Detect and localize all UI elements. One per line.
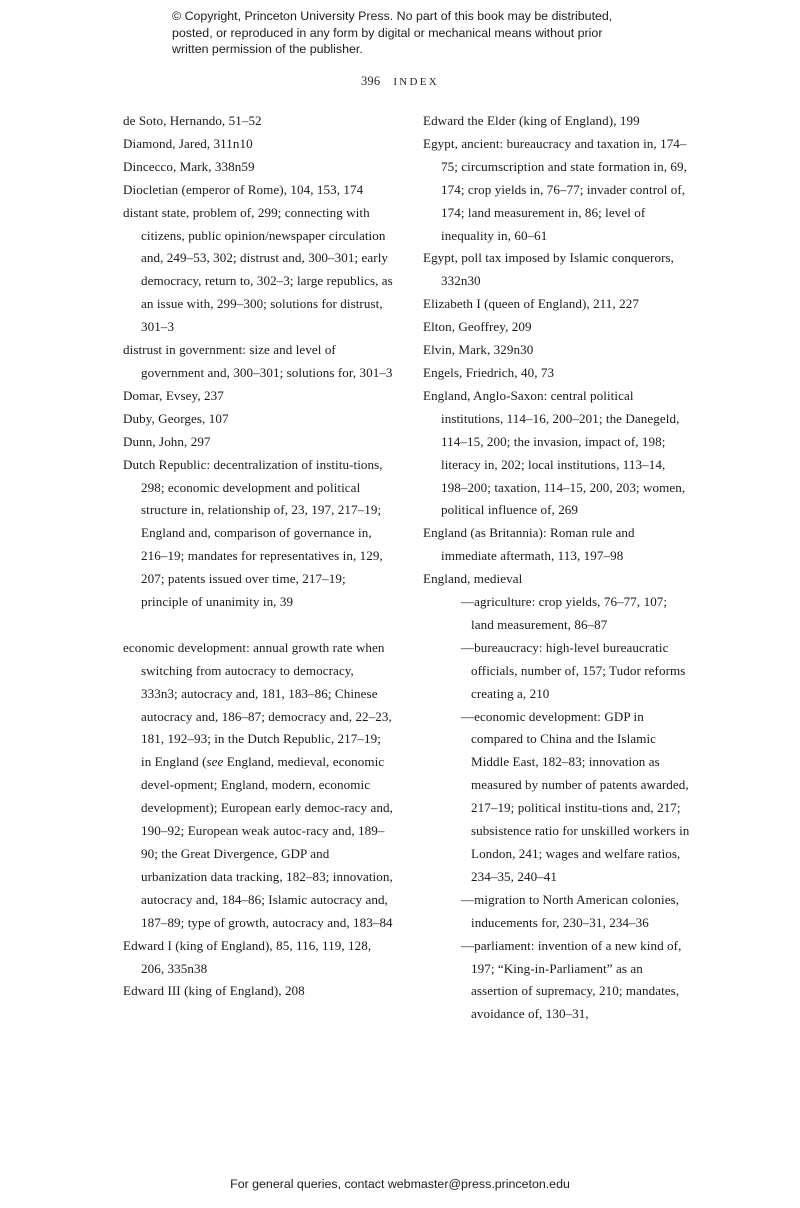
running-head <box>0 74 800 89</box>
index-entry: Diamond, Jared, 311n10 <box>123 135 253 151</box>
index-entry: Dincecco, Mark, 338n59 <box>123 158 255 174</box>
index-entry: Elvin, Mark, 329n30 <box>423 342 534 358</box>
index-group-gap <box>123 614 393 637</box>
index-entry: Egypt, ancient: bureaucracy and taxation in, 174–75; circumscription and state formation in, 69, 174; crop yields in, 76–77; invader control of, 174; land measurement in, 86; level of inequality in, 60–61 <box>423 135 687 243</box>
index-columns <box>0 110 800 1120</box>
index-entry: Edward III (king of England), 208 <box>123 983 305 999</box>
index-entry: England, Anglo-Saxon: central political institutions, 114–16, 200–201; the Danegeld, 114–15, 200; the invasion, impact of, 198; literacy in, 202; local institutions, 113–14, 198–200; taxation, 114–15, 200, 203; women, political influence of, 269 <box>423 387 686 518</box>
index-subentry: —agriculture: crop yields, 76–77, 107; land measurement, 86–87 <box>461 594 668 632</box>
index-entry: Diocletian (emperor of Rome), 104, 153, 174 <box>123 181 364 197</box>
index-entry: de Soto, Hernando, 51–52 <box>123 113 262 128</box>
index-subentry: —parliament: invention of a new kind of, 197; “King-in-Parliament” as an assertion of supremacy, 210; mandates, avoidance of, 130–31, <box>461 937 682 1022</box>
index-entry: Engels, Friedrich, 40, 73 <box>423 364 555 380</box>
index-entry: distrust in government: size and level of government and, 300–301; solutions for, 301–3 <box>123 342 393 380</box>
index-subentry: —economic development: GDP in compared to China and the Islamic Middle East, 182–83; innovation as measured by number of patents awarded, 217–19; political institu-tions and, 217; subsistence ratio for unskilled workers in London, 241; wages and welfare ratios, 234–35, 240–41 <box>461 708 690 884</box>
index-entry: Dutch Republic: decentralization of institu-tions, 298; economic development and political structure in, relationship of, 23, 197, 217–19; England and, comparison of governance in, 216–19; mandates for representatives in, 129, 207; patents issued over time, 217–19; principle of unanimity in, 39 <box>123 456 383 610</box>
index-entry: England, medieval <box>423 571 523 587</box>
index-column-left <box>123 110 393 1003</box>
copyright-notice: © Copyright, Princeton University Press. No part of this book may be distributed, posted, or reproduced in any form by digital or mechanical means without prior written permission of the publisher. <box>172 9 613 57</box>
index-entry: Elizabeth I (queen of England), 211, 227 <box>423 296 639 312</box>
index-entry: Duby, Georges, 107 <box>123 410 229 426</box>
index-entry: Edward I (king of England), 85, 116, 119, 128, 206, 335n38 <box>123 937 372 976</box>
running-head-label: INDEX <box>393 76 440 88</box>
index-entry: distant state, problem of, 299; connecting with citizens, public opinion/newspaper circulation and, 249–53, 302; distrust and, 300–301; early democracy, return to, 302–3; large republics, as an issue with, 299–300; solutions for distrust, 301–3 <box>123 204 393 335</box>
index-subentry: —migration to North American colonies, inducements for, 230–31, 234–36 <box>461 891 680 930</box>
page-footer: For general queries, contact webmaster@press.princeton.edu <box>230 1177 570 1191</box>
index-subentry: —bureaucracy: high-level bureaucratic officials, number of, 157; Tudor reforms creating a, 210 <box>461 639 686 701</box>
index-entry: economic development: annual growth rate when switching from autocracy to democracy, 333n3; autocracy and, 181, 183–86; Chinese autocracy and, 186–87; democracy and, 22–23, 181, 192–93; in the Dutch Republic, 217–19; in England (see England, medieval, economic devel-opment; England, modern, economic development); European early democ-racy and, 190–92; European weak autoc-racy and, 189–90; the Great Divergence, GDP and urbanization data tracking, 182–83; innovation, autocracy and, 184–86; Islamic autocracy and, 187–89; type of growth, autocracy and, 183–84 <box>123 639 393 930</box>
page-folio-number: 396 <box>360 74 381 88</box>
index-entry: Elton, Geoffrey, 209 <box>423 319 532 335</box>
index-entry: England (as Britannia): Roman rule and immediate aftermath, 113, 197–98 <box>423 525 635 564</box>
index-entry: Egypt, poll tax imposed by Islamic conquerors, 332n30 <box>423 250 675 289</box>
index-entry: Edward the Elder (king of England), 199 <box>423 113 640 128</box>
index-entry: Domar, Evsey, 237 <box>123 387 224 403</box>
index-entry: Dunn, John, 297 <box>123 433 211 449</box>
index-column-right <box>423 110 693 1026</box>
